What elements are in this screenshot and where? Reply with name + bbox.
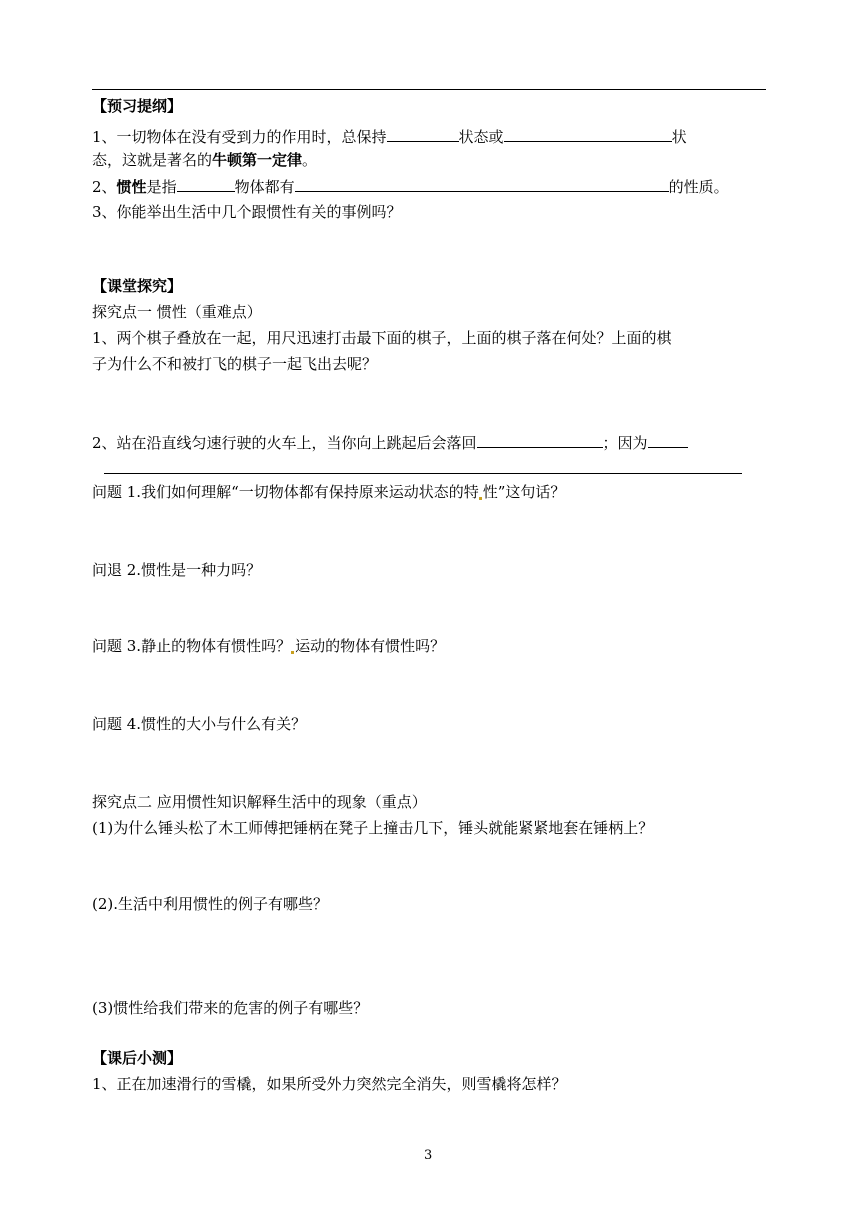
question-1: 问题 1.我们如何理解“一切物体都有保持原来运动状态的特 性”这句话？ — [92, 483, 566, 501]
fill-blank[interactable] — [504, 126, 672, 142]
fill-blank[interactable] — [387, 126, 459, 142]
explore-2-item-1: (1)为什么锤头松了木工师傅把锤柄在凳子上撞击几下，锤头就能紧紧地套在锤柄上？ — [92, 819, 654, 837]
stray-mark — [291, 651, 294, 654]
explore-2-item-3: (3)惯性给我们带来的危害的例子有哪些？ — [92, 999, 369, 1017]
fill-blank[interactable] — [177, 176, 235, 192]
preview-item-1-line-1: 1、一切物体在没有受到力的作用时，总保持 状态或 状 — [92, 128, 687, 146]
explore-point-1-title: 探究点一 惯性（重难点） — [92, 303, 262, 321]
preview-item-1-line-2: 态，这就是著名的牛顿第一定律。 — [92, 151, 318, 169]
stray-mark — [479, 497, 482, 500]
header-rule — [92, 89, 766, 90]
quiz-item-1: 1、正在加速滑行的雪橇，如果所受外力突然完全消失，则雪橇将怎样？ — [92, 1075, 567, 1093]
explore-1-q1-line-1: 1、两个棋子叠放在一起，用尺迅速打击最下面的棋子，上面的棋子落在何处？上面的棋 — [92, 329, 672, 347]
preview-item-3: 3、你能举出生活中几个跟惯性有关的事例吗？ — [92, 203, 402, 221]
fill-blank[interactable] — [648, 432, 688, 448]
explore-1-q2: 2、站在沿直线匀速行驶的火车上，当你向上跳起后会落回 ；因为 — [92, 432, 688, 453]
question-2: 问退 2.惯性是一种力吗？ — [92, 561, 262, 579]
question-4: 问题 4.惯性的大小与什么有关？ — [92, 715, 307, 733]
section-heading-classroom: 【课堂探究】 — [92, 277, 183, 295]
explore-2-item-2: (2).生活中利用惯性的例子有哪些？ — [92, 895, 329, 913]
question-3: 问题 3.静止的物体有惯性吗？ 运动的物体有惯性吗？ — [92, 637, 446, 655]
fill-blank[interactable] — [295, 176, 669, 192]
fill-blank[interactable] — [477, 432, 603, 448]
explore-1-q1-line-2: 子为什么不和被打飞的棋子一起飞出去呢？ — [92, 355, 378, 373]
preview-item-2: 2、惯性是指 物体都有 的性质。 — [92, 178, 729, 196]
section-heading-preview: 【预习提纲】 — [92, 97, 183, 115]
explore-point-2-title: 探究点二 应用惯性知识解释生活中的现象（重点） — [92, 793, 427, 811]
answer-line[interactable] — [104, 473, 742, 474]
page-number: 3 — [424, 1148, 433, 1163]
section-heading-quiz: 【课后小测】 — [92, 1049, 183, 1067]
